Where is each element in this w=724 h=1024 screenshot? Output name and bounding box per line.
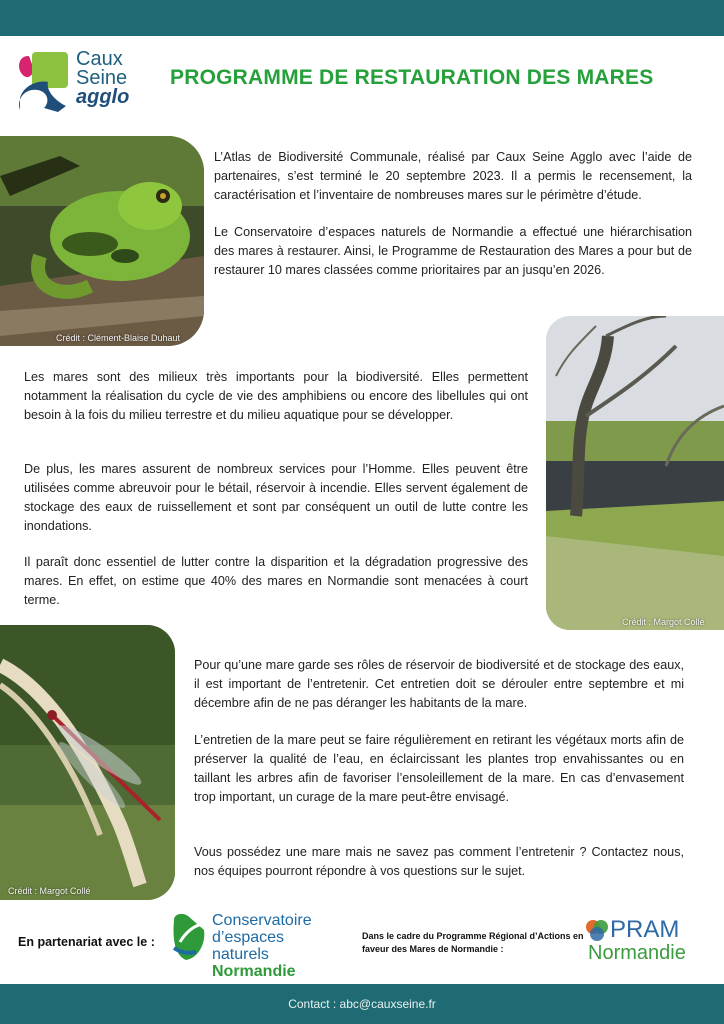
frog-photo [0,136,204,346]
caux-seine-agglo-logo [14,50,144,116]
damselfly-photo-credit: Crédit : Margot Collé [8,886,91,896]
logo-line-seine: Seine [76,67,128,89]
agglo-emblem-icon [14,50,72,114]
pram-program-note: Dans le cadre du Programme Régional d’Actions en faveur des Mares de Normandie : [362,931,584,954]
pram-subtitle: Normandie [588,942,686,964]
partnership-label: En partenariat avec le : [18,935,155,949]
intro-paragraph-conservatoire: Le Conservatoire d’espaces naturels de Normandie a effectué une hiérarchisation des mares à restaurer. Ainsi, le Programme de Restauration des Mares a pour but de restaurer 10 mares classées comme prioritaires par an jusqu’en 2026. [214,225,692,277]
pond-photo-credit: Crédit : Margot Collé [622,617,705,627]
damselfly-photo [0,625,175,900]
threat-paragraph: Il paraît donc essentiel de lutter contre la disparition et la dégradation progressive des mares. En effet, on estime que 40% des mares en Normandie sont menacées à court terme. [24,555,528,607]
pram-title: PRAM [610,916,680,943]
intro-paragraph-atlas: L’Atlas de Biodiversité Communale, réalisé par Caux Seine Agglo avec l’aide de partenaires, s’est terminé le 20 septembre 2023. Il a permis le recensement, la caractérisation et l’inventaire de nombreuses mares sur le périmètre d’étude. [214,150,692,202]
conservatoire-emblem-icon [170,912,208,962]
footer-bar [0,984,724,1024]
pond-photo [546,316,724,630]
contact-invitation-paragraph: Vous possédez une mare mais ne savez pas comment l’entretenir ? Contactez nous, nos équipes pourront répondre à vos questions sur le sujet. [194,845,684,878]
maintenance-methods-paragraph: L’entretien de la mare peut se faire régulièrement en retirant les végétaux morts afin de préserver la qualité de l’eau, en éclaircissant les plantes trop envahissantes ou en taillant les arbres afin de favoriser l’ensoleillement de la mare. En cas d’envasement trop important, un curage de la mare peut-être envisagé. [194,733,684,804]
cen-line-conservatoire: Conservatoire [212,912,312,929]
top-banner [0,0,724,36]
maintenance-paragraph: Pour qu’une mare garde ses rôles de réservoir de biodiversité et de stockage des eaux, il est important de l’entretenir. Cet entretien doit se dérouler entre septembre et mi décembre afin de ne pas déranger les habitants de la mare. [194,658,684,710]
cen-line-normandie: Normandie [212,963,296,980]
frog-photo-credit: Crédit : Clément-Blaise Duhaut [56,333,181,343]
footer-contact[interactable]: Contact : abc@cauxseine.fr [288,997,436,1011]
logo-line-agglo: agglo [76,86,130,108]
cen-line-espaces: d’espaces naturels [212,929,285,963]
logo-line-caux: Caux [76,48,123,70]
biodiversity-paragraph: Les mares sont des milieux très importants pour la biodiversité. Elles permettent notamment la réalisation du cycle de vie des amphibiens ou encore des libellules qui ont besoin à la fois du milieu terrestre et du milieu aquatique pour se développer. [24,370,528,422]
services-paragraph: De plus, les mares assurent de nombreux services pour l’Homme. Elles peuvent être utilisées comme abreuvoir pour le bétail, réservoir à incendie. Elles servent également de stockage des eaux de ruissellement et sont par conséquent un outil de lutte contre les inondations. [24,462,528,533]
conservatoire-logo [170,910,340,980]
pram-emblem-icon [584,918,610,944]
pram-logo [584,916,714,968]
page-title: PROGRAMME DE RESTAURATION DES MARES [170,66,654,89]
